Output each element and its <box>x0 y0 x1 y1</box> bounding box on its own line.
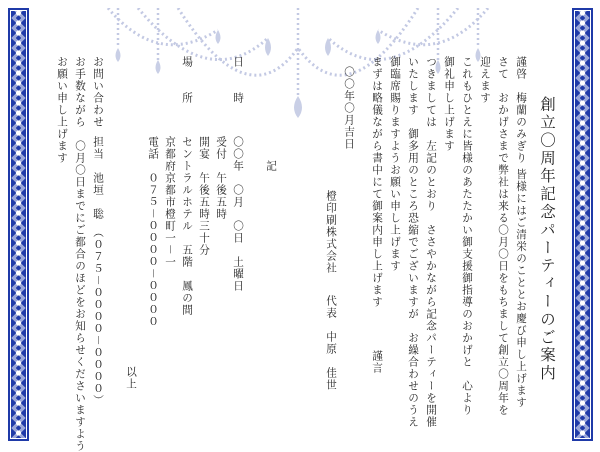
body-line-8: 御臨席賜りますようお願い申し上げます <box>389 56 401 272</box>
right-decorative-border <box>572 8 593 441</box>
sender-company: 橙印刷株式会社 <box>325 190 337 274</box>
detail-date: 〇〇年 〇月 〇日 土曜日 <box>232 136 244 292</box>
body-line-9: まずは略儀ながら書中にて御案内申し上げます <box>371 56 383 308</box>
closing-word: 謹言 <box>371 350 383 374</box>
body-line-6: つきましては 左記のとおり ささやかながら記念パーティーを開催 <box>425 56 437 428</box>
detail-venue: セントラルホテル 五階 鳳の間 <box>181 136 193 316</box>
invitation-title: 創立〇周年記念パーティーのご案内 <box>538 96 556 383</box>
detail-opening: 開宴 午後五時三十分 <box>198 136 210 256</box>
body-line-7: いたします 御多用のところ恐縮でございますが お繰合わせのうえ <box>407 56 419 428</box>
contact-person: 担当 池垣 聡 （０７５－００００－００００） <box>92 136 104 407</box>
body-line-3: 迎えます <box>479 56 491 104</box>
detail-address: 京都府京都市橙町一－一 <box>164 136 176 268</box>
body-line-2: さて おかげさまで弊社は来る〇月〇日をもちまして創立〇周年を <box>497 56 509 416</box>
body-line-1: 謹啓 梅蘭のみぎり 皆様にはご清栄のこととお慶び申し上げます <box>515 56 527 409</box>
ki-heading: 記 <box>265 160 277 172</box>
detail-venue-label: 場 所 <box>181 56 193 104</box>
contact-request-end: お願い申し上げます <box>56 56 68 164</box>
detail-datetime-label: 日 時 <box>232 56 244 104</box>
contact-heading: お問い合わせ <box>92 56 104 128</box>
left-decorative-border <box>8 8 29 441</box>
detail-reception: 受付 午後五時 <box>215 136 227 220</box>
sender-name: 代表 中原 佳世 <box>325 295 337 391</box>
chandelier-illustration <box>98 8 498 120</box>
body-line-4: これもひとえに皆様のあたたかい御支援御指導のおかげと 心より <box>461 56 473 416</box>
ijou-closing: 以上 <box>125 366 137 390</box>
detail-phone: 電話 ０７５－００００－００００ <box>147 136 159 328</box>
date-line: 〇〇年〇月吉日 <box>343 66 355 150</box>
contact-request: お手数ながら 〇月〇日までにご都合のほどをお知らせくださいますよう <box>74 56 86 452</box>
body-line-5: 御礼申し上げます <box>443 56 455 152</box>
